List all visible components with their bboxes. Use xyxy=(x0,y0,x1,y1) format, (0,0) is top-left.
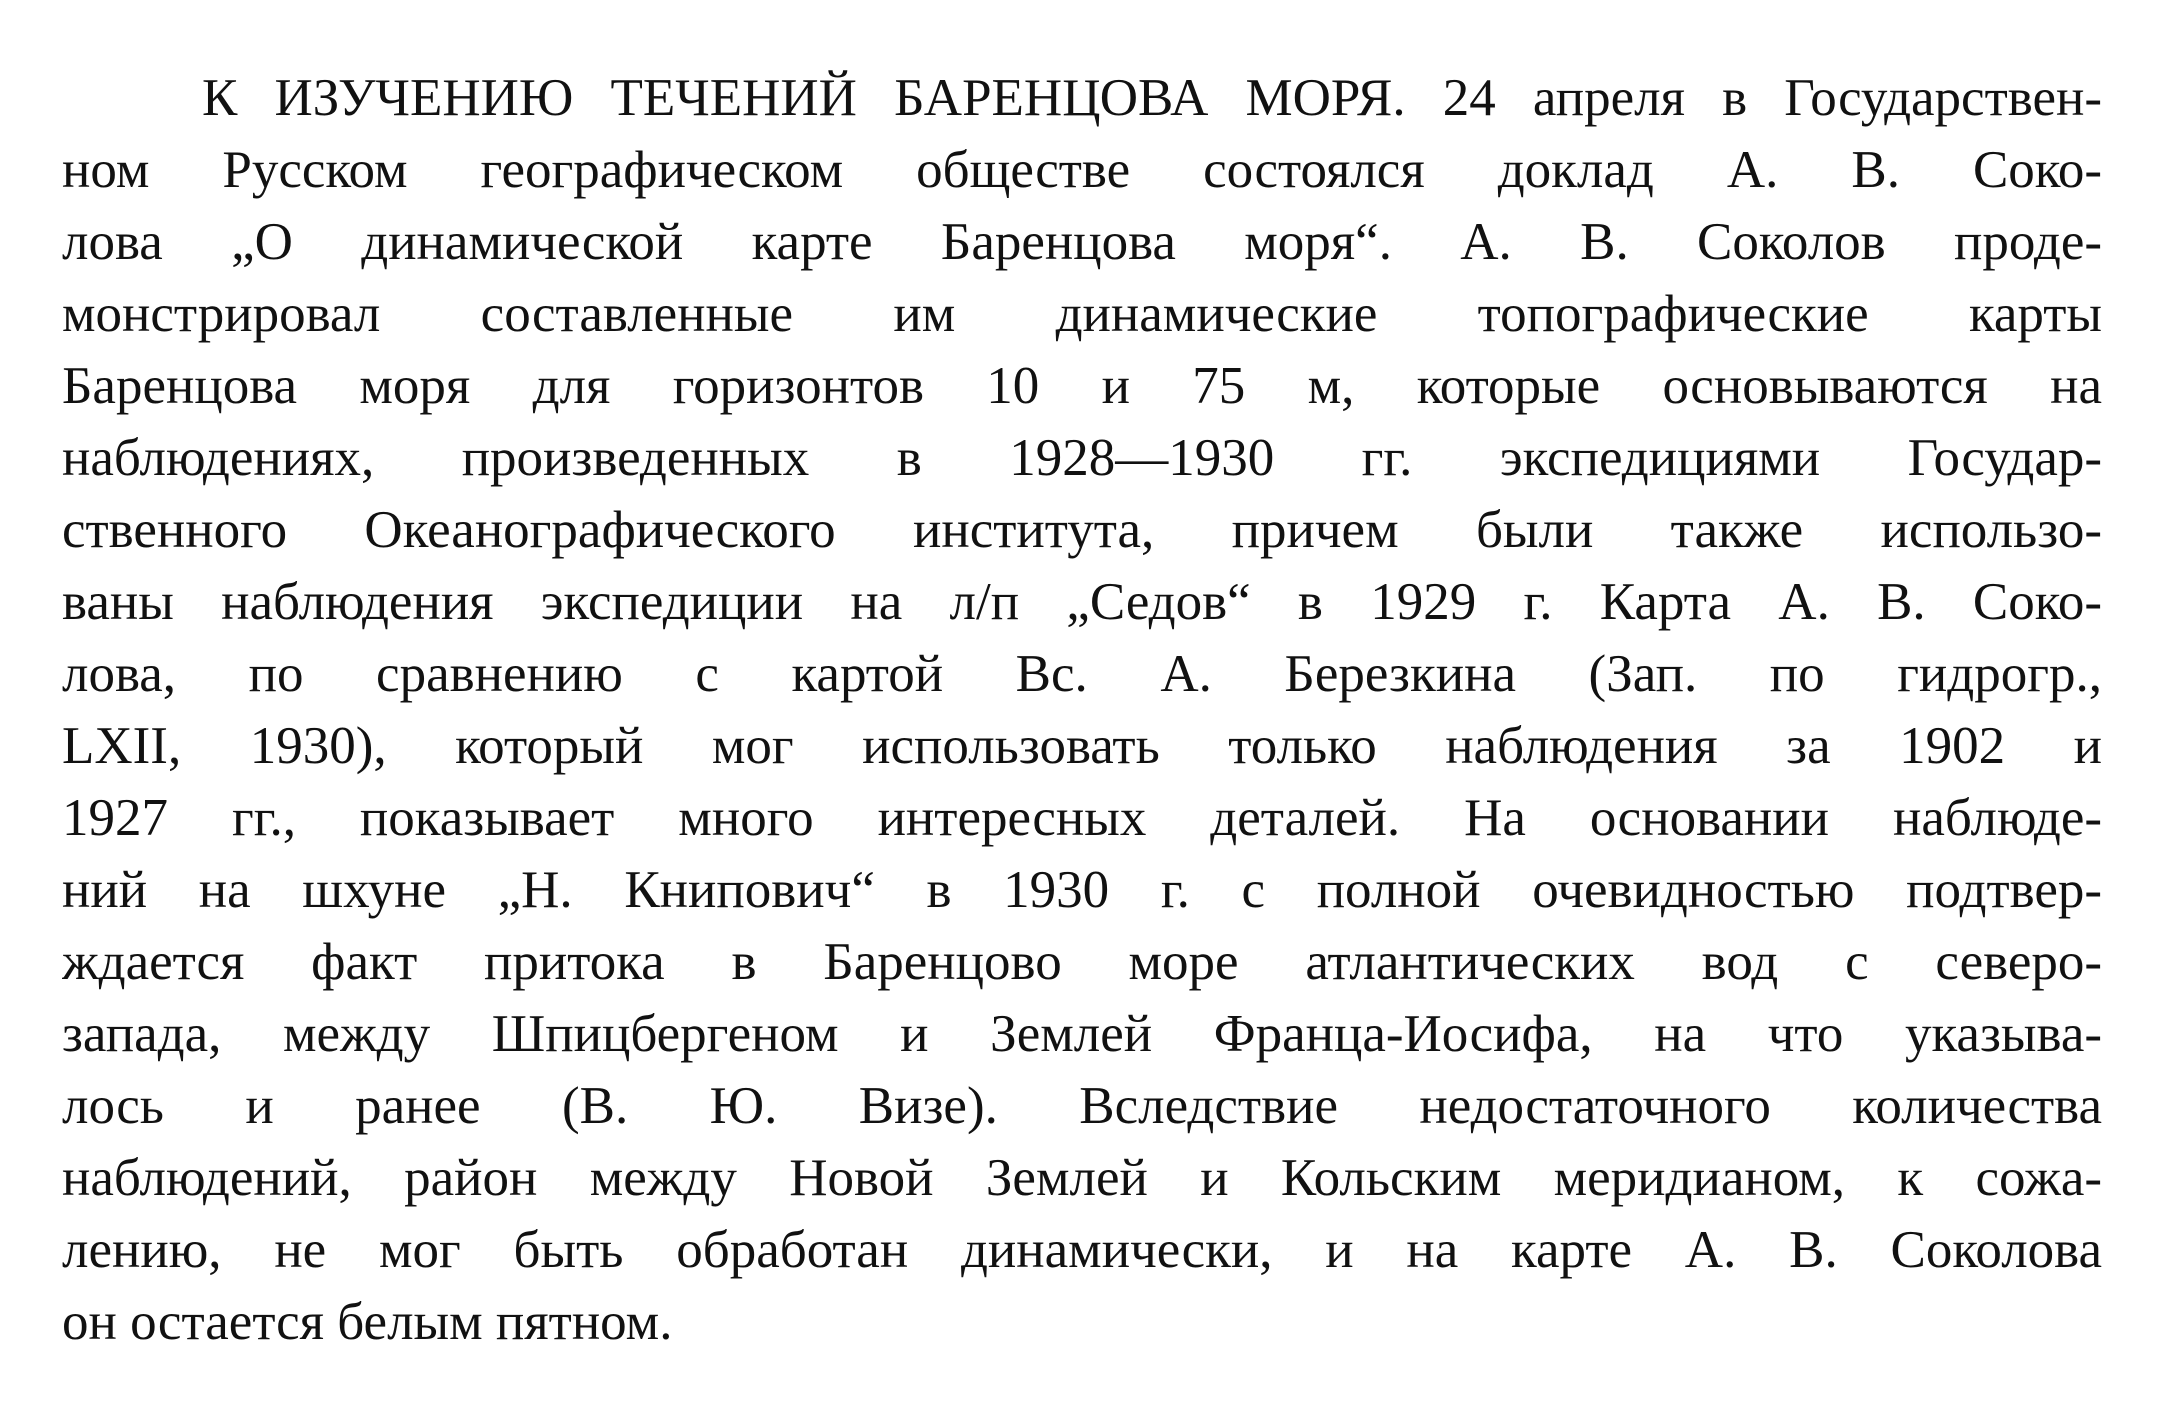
text-line: ний на шхуне „Н. Книпович“ в 1930 г. с полной очевидностью подтвер- xyxy=(62,861,2102,919)
article-paragraph xyxy=(62,62,2102,1358)
text-line: ваны наблюдения экспедиции на л/п „Седов“ в 1929 г. Карта А. В. Соко- xyxy=(62,573,2102,631)
text-line: LXII, 1930), который мог использовать только наблюдения за 1902 и xyxy=(62,717,2102,775)
text-line: лось и ранее (В. Ю. Визе). Вследствие недостаточного количества xyxy=(62,1077,2102,1135)
text-line: лению, не мог быть обработан динамически, и на карте А. В. Соколова xyxy=(62,1221,2102,1279)
text-line: ждается факт притока в Баренцово море атлантических вод с северо- xyxy=(62,933,2102,991)
text-line: 1927 гг., показывает много интересных деталей. На основании наблюде- xyxy=(62,789,2102,847)
text-line: Баренцова моря для горизонтов 10 и 75 м, которые основываются на xyxy=(62,357,2102,415)
text-line: лова „О динамической карте Баренцова моря“. А. В. Соколов проде- xyxy=(62,213,2102,271)
text-line: К ИЗУЧЕНИЮ ТЕЧЕНИЙ БАРЕНЦОВА МОРЯ. 24 апреля в Государствен- xyxy=(202,69,2102,127)
text-line: он остается белым пятном. xyxy=(62,1293,673,1351)
text-line: наблюдений, район между Новой Землей и Кольским меридианом, к сожа- xyxy=(62,1149,2102,1207)
text-line: монстрировал составленные им динамические топографические карты xyxy=(62,285,2102,343)
text-line: ном Русском географическом обществе состоялся доклад А. В. Соко- xyxy=(62,141,2102,199)
text-line: наблюдениях, произведенных в 1928—1930 гг. экспедициями Государ- xyxy=(62,429,2102,487)
text-line: запада, между Шпицбергеном и Землей Франца-Иосифа, на что указыва- xyxy=(62,1005,2102,1063)
text-line: лова, по сравнению с картой Вс. А. Березкина (Зап. по гидрогр., xyxy=(62,645,2102,703)
text-line: ственного Океанографического института, причем были также использо- xyxy=(62,501,2102,559)
